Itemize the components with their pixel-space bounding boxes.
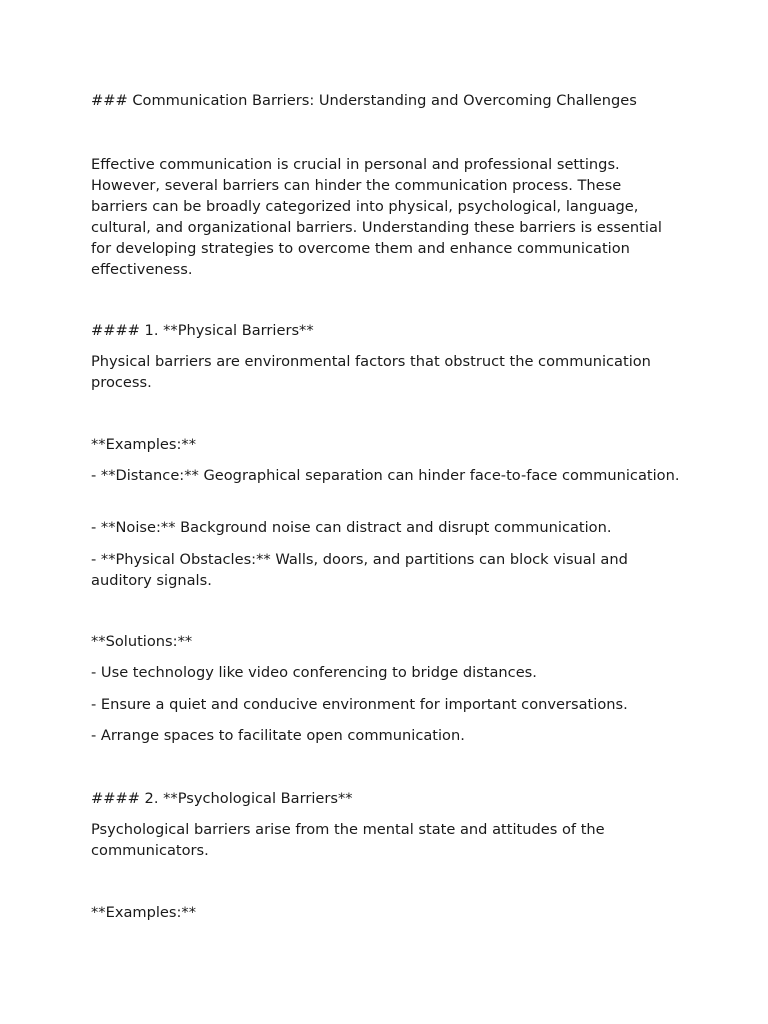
document-title: ### Communication Barriers: Understanding and Overcoming Challenges: [91, 92, 637, 109]
list-item: - **Physical Obstacles:** Walls, doors, and partitions can block visual and auditory signals.: [91, 551, 633, 589]
solutions-label-physical: **Solutions:**: [91, 633, 193, 650]
intro-paragraph: Effective communication is crucial in personal and professional settings. However, several barriers can hinder the communication process. These barriers can be broadly categorized into physical, psychological, language, cultural, and organizational barriers. Understanding these barriers is essential for developing strategies to overcome them and enhance communication effectiveness.: [91, 156, 667, 278]
examples-label-psychological: **Examples:**: [91, 904, 197, 921]
section-heading-physical: #### 1. **Physical Barriers**: [91, 322, 314, 339]
list-item: - Arrange spaces to facilitate open communication.: [91, 727, 465, 744]
section-heading-psychological: #### 2. **Psychological Barriers**: [91, 790, 353, 807]
list-item: - Use technology like video conferencing to bridge distances.: [91, 664, 537, 681]
list-item: - Ensure a quiet and conducive environment for important conversations.: [91, 696, 628, 713]
section-description-physical: Physical barriers are environmental factors that obstruct the communication process.: [91, 353, 656, 391]
section-description-psychological: Psychological barriers arise from the mental state and attitudes of the communicators.: [91, 821, 610, 859]
list-item: - **Noise:** Background noise can distract and disrupt communication.: [91, 519, 612, 536]
list-item: - **Distance:** Geographical separation can hinder face-to-face communication.: [91, 467, 680, 484]
examples-label-physical: **Examples:**: [91, 436, 197, 453]
